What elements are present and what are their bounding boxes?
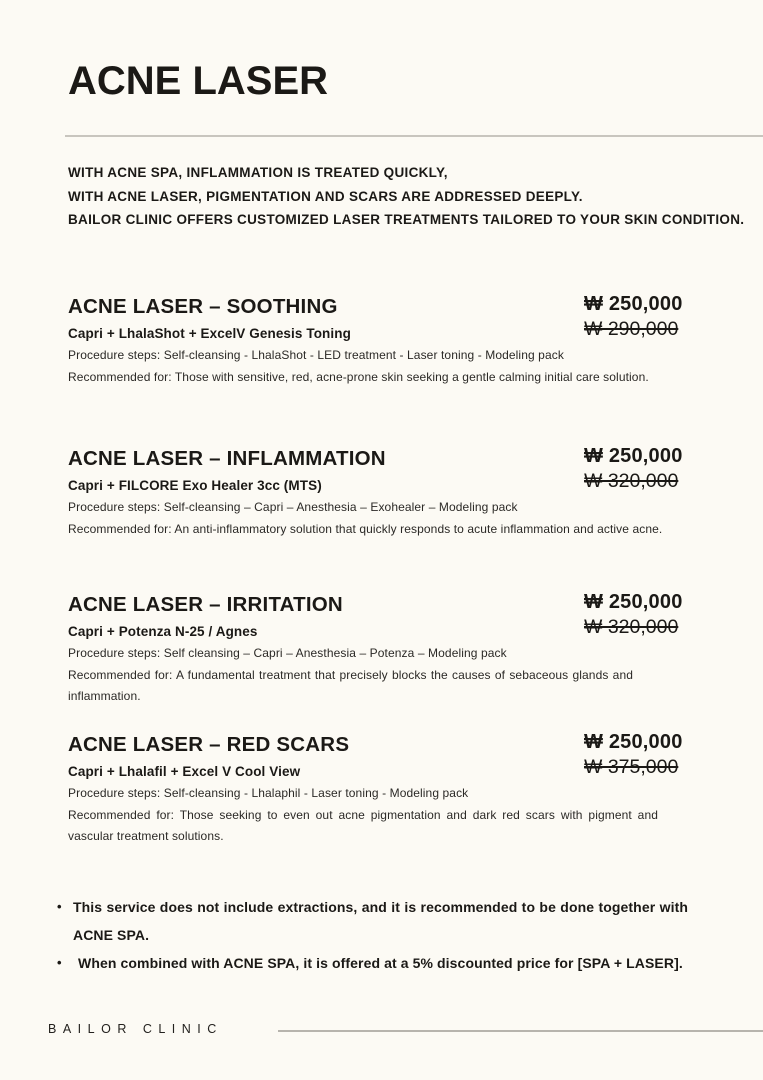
- treatment-combo: Capri + Potenza N-25 / Agnes: [68, 624, 258, 639]
- treatment-price: ₩ 250,000: [584, 293, 683, 315]
- intro-line-2: WITH ACNE LASER, PIGMENTATION AND SCARS ARE ADDRESSED DEEPLY.: [68, 188, 583, 204]
- notes-list: [57, 893, 729, 977]
- footer-divider: [278, 1030, 763, 1032]
- bullet-icon: •: [57, 955, 62, 970]
- treatment-section-red-scars: [68, 732, 713, 848]
- treatment-recommended: Recommended for: An anti-inflammatory solution that quickly responds to acute inflammation and active acne.: [68, 521, 663, 536]
- treatment-combo: Capri + LhalaShot + ExcelV Genesis Toning: [68, 326, 351, 341]
- price-box: [584, 292, 712, 342]
- price-box: [584, 730, 712, 780]
- treatment-combo: Capri + Lhalafil + Excel V Cool View: [68, 764, 301, 779]
- treatment-combo: Capri + FILCORE Exo Healer 3cc (MTS): [68, 478, 322, 493]
- note-text: When combined with ACNE SPA, it is offered at a 5% discounted price for [SPA + LASER].: [78, 955, 683, 971]
- treatment-original-price: ₩ 320,000: [584, 470, 679, 492]
- treatment-price: ₩ 250,000: [584, 591, 683, 613]
- treatment-original-price: ₩ 320,000: [584, 616, 679, 638]
- treatment-original-price: ₩ 375,000: [584, 756, 679, 778]
- note-text: This service does not include extractions, and it is recommended to be done together with ACNE SPA.: [73, 899, 688, 943]
- intro-line-3: BAILOR CLINIC OFFERS CUSTOMIZED LASER TREATMENTS TAILORED TO YOUR SKIN CONDITION.: [68, 212, 745, 227]
- treatment-procedure: Procedure steps: Self-cleansing – Capri – Anesthesia – Exohealer – Modeling pack: [68, 500, 518, 514]
- price-box: [584, 590, 712, 640]
- treatment-procedure: Procedure steps: Self cleansing – Capri – Anesthesia – Potenza – Modeling pack: [68, 646, 507, 660]
- treatment-name: ACNE LASER – RED SCARS: [68, 733, 350, 756]
- treatment-section-inflammation: [68, 446, 713, 540]
- footer-brand: BAILOR CLINIC: [48, 1022, 223, 1036]
- intro-text: [68, 161, 744, 232]
- note-item: [57, 893, 688, 949]
- treatment-section-soothing: [68, 294, 713, 388]
- page-title: ACNE LASER: [68, 59, 329, 103]
- price-box: [584, 444, 712, 494]
- treatment-procedure: Procedure steps: Self-cleansing - LhalaShot - LED treatment - Laser toning - Modeling pack: [68, 348, 564, 362]
- bullet-icon: •: [57, 899, 62, 914]
- treatment-name: ACNE LASER – IRRITATION: [68, 593, 343, 616]
- treatment-name: ACNE LASER – INFLAMMATION: [68, 447, 386, 470]
- treatment-recommended: Recommended for: A fundamental treatment that precisely blocks the causes of sebaceous glands and inflammation.: [68, 667, 633, 703]
- treatment-original-price: ₩ 290,000: [584, 318, 679, 340]
- treatment-procedure: Procedure steps: Self-cleansing - Lhalaphil - Laser toning - Modeling pack: [68, 786, 469, 800]
- treatment-recommended: Recommended for: Those with sensitive, red, acne-prone skin seeking a gentle calming initial care solution.: [68, 369, 649, 384]
- treatment-price: ₩ 250,000: [584, 731, 683, 753]
- treatment-name: ACNE LASER – SOOTHING: [68, 295, 338, 318]
- note-item: [57, 949, 729, 977]
- treatment-price: ₩ 250,000: [584, 445, 683, 467]
- header-divider: [65, 135, 763, 137]
- treatment-section-irritation: [68, 592, 713, 708]
- intro-line-1: WITH ACNE SPA, INFLAMMATION IS TREATED QUICKLY,: [68, 165, 448, 180]
- treatment-recommended: Recommended for: Those seeking to even out acne pigmentation and dark red scars with pigment and vascular treatment solutions.: [68, 807, 658, 843]
